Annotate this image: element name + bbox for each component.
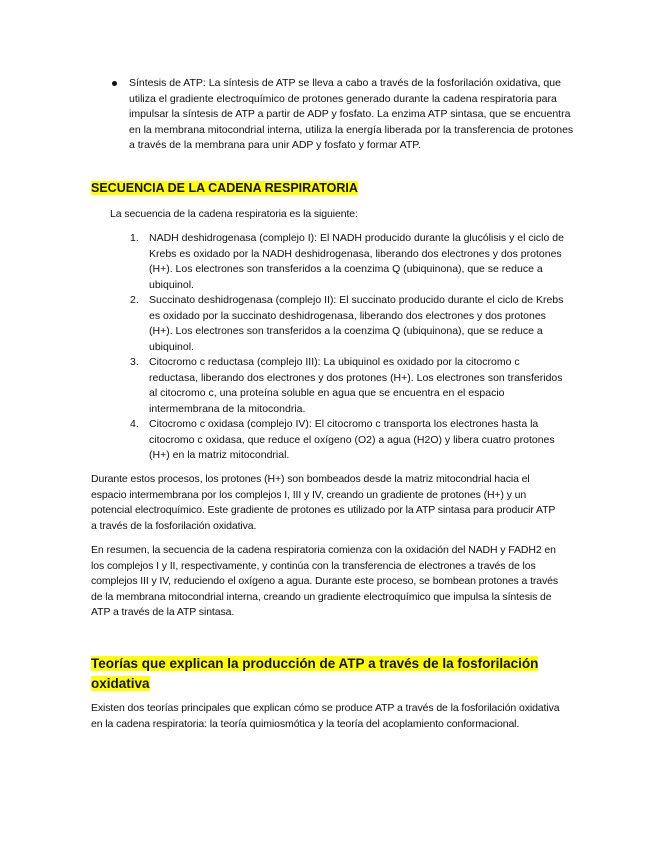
list-number: 2. (130, 294, 139, 306)
list-text: Citocromo c reductasa (complejo III): La ubiquinol es oxidado por la citocromo c reductasa, liberando dos electrones y dos protones (H+). Los electrones son transferidos al citocromo c, una proteína soluble en agua que se encuentra en el espacio intermembrana de la mitocondria. (149, 356, 563, 415)
list-text: Citocromo c oxidasa (complejo IV): El citocromo c transporta los electrones hasta la citocromo c oxidasa, que reduce el oxígeno (O2) a agua (H2O) y libera cuatro protones (H+) en la matriz mitocondrial. (149, 418, 555, 461)
numbered-list (130, 231, 570, 464)
list-number: 4. (130, 418, 139, 430)
list-number: 1. (130, 232, 139, 244)
highlighted-heading-text: SECUENCIA DE LA CADENA RESPIRATORIA (91, 181, 358, 195)
paragraph-summary: En resumen, la secuencia de la cadena respiratoria comienza con la oxidación del NADH y FADH2 en los complejos I y II, respectivamente, y continúa con la transferencia de electrones a través de los complejos III y IV, reduciendo el oxígeno a agua. Durante este proceso, se bombean protones a través de la membrana mitocondrial interna, creando un gradiente electroquímico que impulsa la síntesis de ATP a través de la ATP sintasa. (91, 544, 559, 618)
section-intro: La secuencia de la cadena respiratoria es la siguiente: (110, 208, 358, 220)
paragraph-theories: Existen dos teorías principales que explican cómo se produce ATP a través de la fosforilación oxidativa en la cadena respiratoria: la teoría quimiosmótica y la teoría del acoplamiento conformacional. (91, 702, 560, 730)
highlighted-heading-text: Teorías que explican la producción de ATP a través de la fosforilación oxidativa (91, 656, 539, 691)
list-item (130, 231, 570, 293)
list-item (130, 417, 570, 464)
bullet-text: Síntesis de ATP: La síntesis de ATP se lleva a cabo a través de la fosforilación oxidativa, que utiliza el gradiente electroquímico de protones generado durante la cadena respiratoria para impulsar la síntesis de ATP a partir de ADP y fosfato. La enzima ATP sintasa, que se encuentra en la membrana mitocondrial interna, utiliza la energía liberada por la transferencia de protones a través de la membrana para unir ADP y fosfato y formar ATP. (129, 77, 574, 151)
list-text: Succinato deshidrogenasa (complejo II): El succinato producido durante el ciclo de Krebs es oxidado por la succinato deshidrogenasa, liberando dos electrones y dos protones (H+). Los electrones son transferidos a la coenzima Q (ubiquinona), que se reduce a ubiquinol. (149, 294, 564, 353)
list-item (130, 355, 570, 417)
list-text: NADH deshidrogenasa (complejo I): El NADH producido durante la glucólisis y el ciclo de Krebs es oxidado por la NADH deshidrogenasa, liberando dos electrones y dos protones (H+). Los electrones son transferidos a la coenzima Q (ubiquinona), que se reduce a ubiquinol. (149, 232, 564, 291)
list-item (130, 293, 570, 355)
bullet-dot-icon (112, 81, 117, 86)
section-heading-atp-theories (91, 654, 561, 694)
list-number: 3. (130, 356, 139, 368)
paragraph-proton-pumping: Durante estos procesos, los protones (H+) son bombeados desde la matriz mitocondrial hacia el espacio intermembrana por los complejos I, III y IV, creando un gradiente de protones (H+) y un potencial electroquímico. Este gradiente de protones es utilizado por la ATP sintasa para producir ATP a través de la fosforilación oxidativa. (91, 473, 556, 532)
section-heading-respiratory-chain (91, 179, 358, 197)
